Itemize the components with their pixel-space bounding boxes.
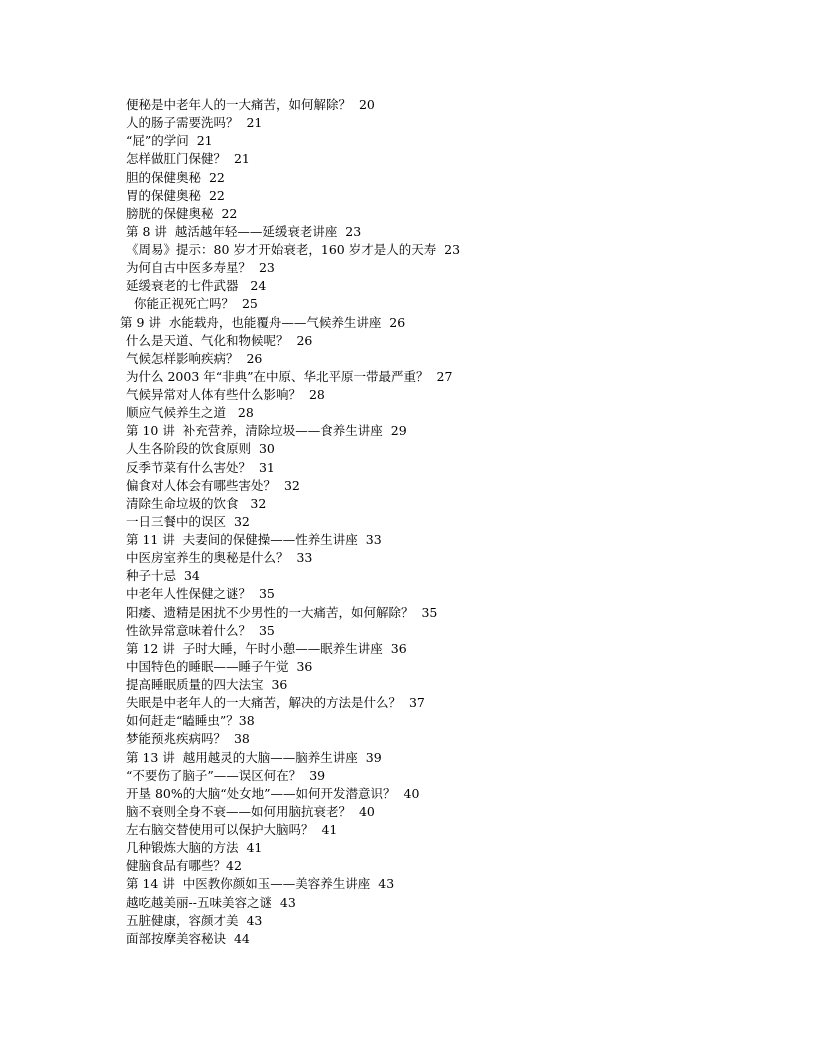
toc-entry: 便秘是中老年人的一大痛苦，如何解除？ 20 — [126, 97, 375, 112]
toc-entry: 开垦 80%的大脑“处女地”——如何开发潜意识？ 40 — [126, 785, 420, 801]
toc-entry: 脑不衰则全身不衰——如何用脑抗衰老？ 40 — [126, 803, 375, 819]
toc-entry: 胃的保健奥秘 22 — [126, 187, 225, 203]
toc-entry: 人的肠子需要洗吗？ 21 — [126, 115, 263, 131]
toc-entry: 中医房室养生的奥秘是什么？ 33 — [126, 550, 313, 566]
toc-entry: 阳痿、遗精是困扰不少男性的一大痛苦，如何解除？ 35 — [126, 604, 438, 620]
toc-entry: 顺应气候养生之道 28 — [126, 405, 254, 421]
toc-entry: 左右脑交替使用可以保护大脑吗？ 41 — [126, 822, 338, 837]
toc-entry: 气候异常对人体有些什么影响？ 28 — [126, 387, 325, 402]
toc-chapter-heading: 第 9 讲 水能载舟，也能覆舟——气候养生讲座 26 — [120, 314, 406, 330]
toc-entry: 一日三餐中的误区 32 — [126, 513, 250, 529]
toc-entry: 什么是天道、气化和物候呢？ 26 — [126, 332, 313, 348]
toc-entry: 中国特色的睡眠——睡子午觉 36 — [126, 658, 313, 674]
toc-entry: 延缓衰老的七件武器 24 — [126, 278, 267, 294]
toc-entry: 反季节菜有什么害处？ 31 — [126, 459, 275, 475]
toc-entry: 为何自古中医多寿星？ 23 — [126, 260, 275, 276]
toc-entry: “不要伤了脑子”——误区何在？ 39 — [126, 767, 326, 783]
toc-entry: 如何赶走“瞌睡虫”？38 — [126, 713, 255, 729]
toc-entry: 五脏健康，容颜才美 43 — [126, 912, 263, 928]
toc-chapter-heading: 第 11 讲 夫妻间的保健操——性养生讲座 33 — [126, 532, 382, 547]
toc-entry: 偏食对人体会有哪些害处？ 32 — [126, 477, 300, 493]
toc-chapter-heading: 第 12 讲 子时大睡，午时小憩——眠养生讲座 36 — [126, 640, 407, 656]
toc-entry: 为什么 2003 年“非典”在中原、华北平原一带最严重？ 27 — [126, 368, 453, 384]
toc-entry: 性欲异常意味着什么？ 35 — [126, 622, 275, 638]
toc-entry: 怎样做肛门保健？ 21 — [126, 151, 250, 167]
toc-entry: 气候怎样影响疾病？ 26 — [126, 350, 263, 366]
toc-entry: 健脑食品有哪些？42 — [126, 858, 242, 874]
toc-chapter-heading: 第 8 讲 越活越年轻——延缓衰老讲座 23 — [126, 223, 362, 239]
toc-entry: 失眠是中老年人的一大痛苦，解决的方法是什么？ 37 — [126, 695, 425, 711]
toc-entry: 人生各阶段的饮食原则 30 — [126, 441, 275, 457]
toc-entry: 种子十忌 34 — [126, 568, 200, 584]
toc-entry: 几种锻炼大脑的方法 41 — [126, 840, 263, 856]
table-of-contents — [0, 96, 816, 948]
toc-entry: 中老年人性保健之谜？ 35 — [126, 586, 275, 602]
toc-entry: 梦能预兆疾病吗？ 38 — [126, 731, 250, 747]
toc-entry: 膀胱的保健奥秘 22 — [126, 205, 238, 221]
toc-chapter-heading: 第 10 讲 补充营养，清除垃圾——食养生讲座 29 — [126, 423, 407, 439]
toc-chapter-heading: 第 14 讲 中医教你颜如玉——美容养生讲座 43 — [126, 876, 395, 892]
toc-entry: 胆的保健奥秘 22 — [126, 169, 225, 185]
toc-entry: “屁”的学问 21 — [126, 133, 213, 149]
toc-chapter-heading: 第 13 讲 越用越灵的大脑——脑养生讲座 39 — [126, 749, 382, 765]
toc-entry: 提高睡眠质量的四大法宝 36 — [126, 677, 288, 692]
toc-entry: 越吃越美丽--五味美容之谜 43 — [126, 894, 296, 910]
toc-entry: 你能正视死亡吗？ 25 — [134, 296, 258, 312]
toc-entry: 面部按摩美容秘诀 44 — [126, 930, 250, 946]
toc-entry: 《周易》提示：80 岁才开始衰老，160 岁才是人的天寿 23 — [126, 242, 461, 257]
toc-entry: 清除生命垃圾的饮食 32 — [126, 495, 267, 511]
